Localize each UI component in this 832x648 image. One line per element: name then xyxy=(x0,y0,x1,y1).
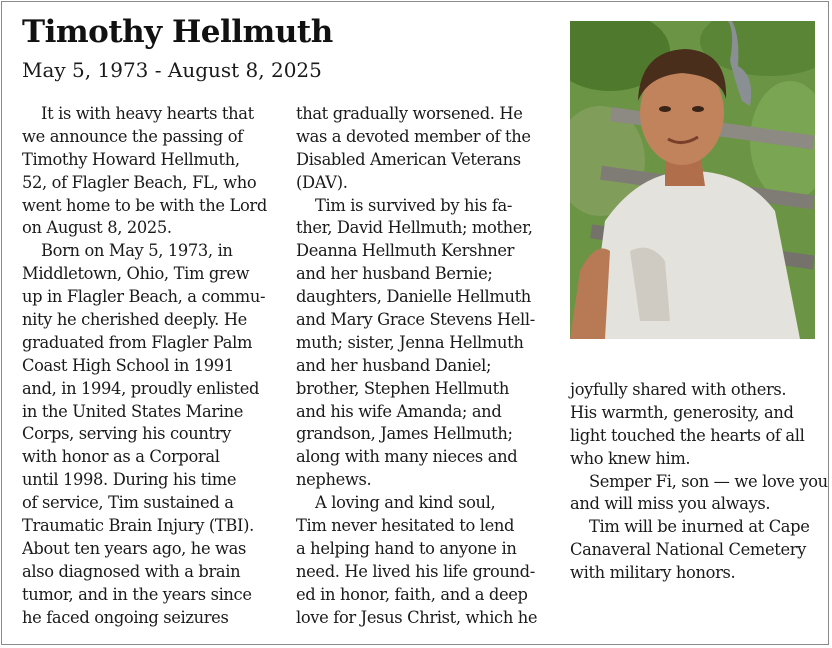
text-line: went home to be with the Lord xyxy=(22,195,267,215)
text-line: muth; sister, Jenna Hellmuth xyxy=(296,332,524,352)
text-line: joyfully shared with others. xyxy=(570,380,787,399)
text-line: on August 8, 2025. xyxy=(22,218,172,238)
text-line: Born on May 5, 1973, in xyxy=(41,241,233,261)
text-line: Timothy Howard Hellmuth, xyxy=(22,149,240,169)
text-line: Disabled American Veterans xyxy=(296,149,521,169)
text-line: we announce the passing of xyxy=(22,126,243,146)
text-line: Semper Fi, son — we love you xyxy=(589,471,828,491)
text-line: a helping hand to anyone in xyxy=(296,538,517,558)
portrait-photo-icon xyxy=(570,21,815,339)
text-line: who knew him. xyxy=(570,448,691,468)
obituary-name: Timothy Hellmuth xyxy=(22,14,333,50)
text-line: until 1998. During his time xyxy=(22,470,237,490)
text-line: of service, Tim sustained a xyxy=(22,493,234,513)
text-line: need. He lived his life ground- xyxy=(296,561,535,581)
text-line: with military honors. xyxy=(570,563,736,583)
text-line: Deanna Hellmuth Kershner xyxy=(296,241,515,261)
text-line: graduated from Flagler Palm xyxy=(22,332,253,352)
text-line: and her husband Bernie; xyxy=(296,264,493,284)
text-line: grandson, James Hellmuth; xyxy=(296,424,513,444)
text-line: ther, David Hellmuth; mother, xyxy=(296,218,533,238)
text-line: 52, of Flagler Beach, FL, who xyxy=(22,172,257,192)
portrait-photo xyxy=(570,21,815,339)
text-line: with honor as a Corporal xyxy=(22,447,220,467)
text-line: nephews. xyxy=(296,470,372,490)
text-line: His warmth, generosity, and xyxy=(570,402,794,422)
text-line: nity he cherished deeply. He xyxy=(22,310,247,330)
text-line: was a devoted member of the xyxy=(296,126,531,146)
text-line: Tim is survived by his fa- xyxy=(315,195,513,215)
text-line: brother, Stephen Hellmuth xyxy=(296,378,510,398)
text-line: Coast High School in 1991 xyxy=(22,355,234,375)
text-line: and her husband Daniel; xyxy=(296,355,492,375)
text-line: Corps, serving his country xyxy=(22,424,231,444)
text-line: Tim will be inurned at Cape xyxy=(589,517,810,537)
text-line: tumor, and in the years since xyxy=(22,584,252,604)
obituary-dates: May 5, 1973 - August 8, 2025 xyxy=(22,58,322,82)
text-column-3 xyxy=(570,379,828,585)
text-column-1 xyxy=(22,103,267,629)
text-line: A loving and kind soul, xyxy=(315,493,496,513)
text-line: Middletown, Ohio, Tim grew xyxy=(22,264,250,284)
text-line: It is with heavy hearts that xyxy=(41,104,254,123)
text-line: About ten years ago, he was xyxy=(22,538,247,558)
text-line: also diagnosed with a brain xyxy=(22,561,241,581)
text-line: Tim never hesitated to lend xyxy=(296,516,515,536)
text-line: light touched the hearts of all xyxy=(570,425,805,445)
text-line: ed in honor, faith, and a deep xyxy=(296,584,528,604)
text-line: and Mary Grace Stevens Hell- xyxy=(296,310,535,330)
text-line: up in Flagler Beach, a commu- xyxy=(22,287,266,307)
text-line: in the United States Marine xyxy=(22,401,244,421)
text-line: daughters, Danielle Hellmuth xyxy=(296,287,531,307)
text-line: that gradually worsened. He xyxy=(296,104,523,123)
text-line: and his wife Amanda; and xyxy=(296,401,502,421)
text-line: and will miss you always. xyxy=(570,494,771,514)
text-line: (DAV). xyxy=(296,172,348,192)
text-line: Canaveral National Cemetery xyxy=(570,540,807,560)
text-column-2 xyxy=(296,103,537,629)
text-line: along with many nieces and xyxy=(296,447,518,467)
text-line: love for Jesus Christ, which he xyxy=(296,607,538,627)
text-line: and, in 1994, proudly enlisted xyxy=(22,378,260,398)
text-line: Traumatic Brain Injury (TBI). xyxy=(22,516,254,536)
text-line: he faced ongoing seizures xyxy=(22,607,229,627)
